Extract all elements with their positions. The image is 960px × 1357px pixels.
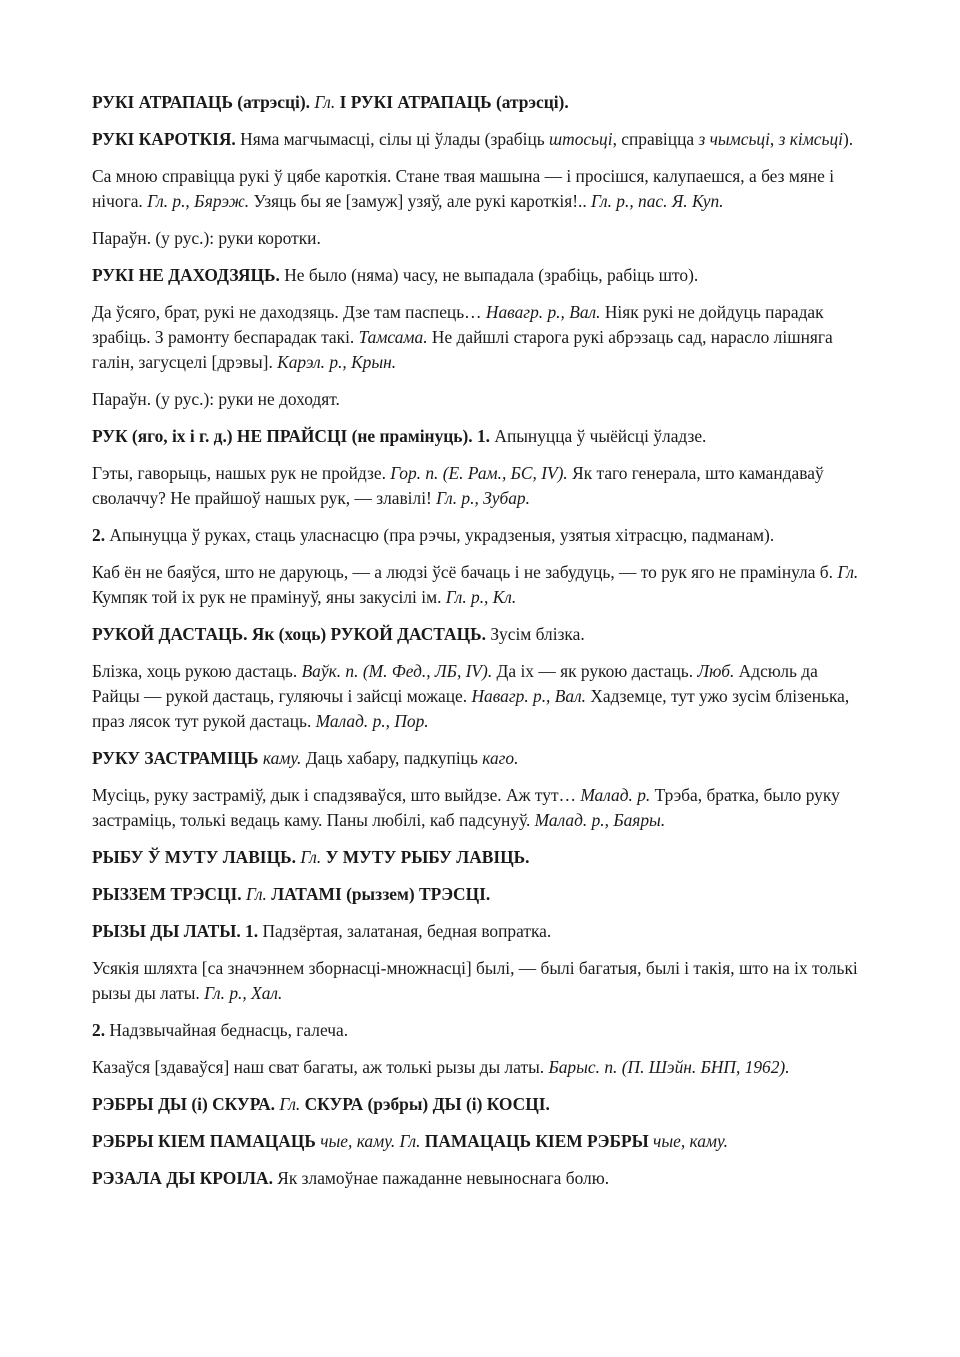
text-run: Усякія шляхта [са значэннем зборнасці-множнасці] былі, — былі багатыя, былі і такія, што на іх толькі рызы ды латы. [92, 958, 858, 1003]
paragraph [92, 882, 868, 907]
entry-headword: РЭЗАЛА ДЫ КРОІЛА. [92, 1168, 273, 1188]
source-reference: Гл. [314, 92, 336, 112]
source-reference: Гл. р., Хал. [204, 983, 283, 1003]
text-run: Блізка, хоць рукою дастаць. [92, 661, 302, 681]
paragraph [92, 1166, 868, 1191]
text-run: Трэба, братка, было руку застраміць, толькі ведаць каму. Паны любілі, каб падсунуў. [92, 785, 840, 830]
paragraph [92, 461, 868, 511]
text-run: Да іх — як рукою дастаць. [492, 661, 698, 681]
text-run: Не было (няма) часу, не выпадала (зрабіць, рабіць што). [279, 265, 699, 285]
paragraph [92, 845, 868, 870]
entry-headword: І РУКІ АТРАПАЦЬ (атрэсці). [339, 92, 569, 112]
entry-headword: 2. [92, 525, 106, 545]
paragraph [92, 523, 868, 548]
text-run: Са мною справіцца рукі ў цябе кароткія. Стане твая машына — і просішся, калупаешся, а без мяне і нічога. [92, 166, 835, 211]
paragraph [92, 622, 868, 647]
text-run: Кумпяк той іх рук не прамінуў, яны закусілі ім. [92, 587, 446, 607]
source-reference: Карэл. р., Крын. [277, 352, 397, 372]
text-run: Як зламоўнае пажаданне невыноснага болю. [272, 1168, 610, 1188]
source-reference: Барыс. п. (П. Шэйн. БНП, 1962). [548, 1057, 790, 1077]
source-reference: штосьці [549, 129, 613, 149]
text-run: Узяць бы яе [замуж] узяў, але рукі кароткія!.. [249, 191, 592, 211]
source-reference: Навагр. р., Вал. [471, 686, 586, 706]
entry-headword: РЭБРЫ ДЫ (і) СКУРА. [92, 1094, 275, 1114]
entry-headword: РЫЗЗЕМ ТРЭСЦІ. [92, 884, 242, 904]
paragraph [92, 1092, 868, 1117]
source-reference: Гл. р., Бярэж. [147, 191, 250, 211]
text-run: Як таго генерала, што камандаваў сволаччу? Не прайшоў нашых рук, — злавілі! [92, 463, 824, 508]
source-reference: Гл. р., Зубар. [436, 488, 530, 508]
text-run: Мусіць, руку застраміў, дык і спадзяваўся, што выйдзе. Аж тут… [92, 785, 581, 805]
text-run: Гэты, гаворыць, нашых рук не пройдзе. [92, 463, 391, 483]
entry-headword: РУКОЙ ДАСТАЦЬ. Як (хоць) РУКОЙ ДАСТАЦЬ. [92, 624, 486, 644]
paragraph [92, 300, 868, 375]
paragraph [92, 919, 868, 944]
text-run: Параўн. (у рус.): руки не доходят. [92, 389, 340, 409]
paragraph [92, 1055, 868, 1080]
entry-headword: РУКІ НЕ ДАХОДЗЯЦЬ. [92, 265, 280, 285]
text-run: Надзвычайная беднасць, галеча. [105, 1020, 349, 1040]
source-reference: Люб. [697, 661, 735, 681]
source-reference: з чымсьці [698, 129, 770, 149]
entry-headword: СКУРА (рэбры) ДЫ (і) КОСЦІ. [304, 1094, 550, 1114]
paragraph [92, 560, 868, 610]
entry-headword: РЭБРЫ КІЕМ ПАМАЦАЦЬ [92, 1131, 316, 1151]
text-run: , [769, 129, 779, 149]
paragraph [92, 956, 868, 1006]
source-reference: Гор. п. (Е. Рам., БС, IV). [390, 463, 568, 483]
entry-headword: ЛАТАМІ (рыззем) ТРЭСЦІ. [271, 884, 491, 904]
source-reference: Навагр. р., Вал. [485, 302, 601, 322]
entry-headword: ПАМАЦАЦЬ КІЕМ РЭБРЫ [424, 1131, 649, 1151]
paragraph [92, 424, 868, 449]
paragraph [92, 746, 868, 771]
source-reference: Малад. р. [580, 785, 651, 805]
paragraph [92, 1129, 868, 1154]
entry-headword: РУК (яго, іх і г. д.) НЕ ПРАЙСЦІ (не прамінуць). 1. [92, 426, 491, 446]
source-reference: Гл. [246, 884, 267, 904]
source-reference: Малад. р., Баяры. [534, 810, 666, 830]
text-run: Не дайшлі старога рукі абрэзаць сад, нарасло лішняга галін, загусцелі [дрэвы]. [92, 327, 833, 372]
source-reference: каго. [482, 748, 519, 768]
source-reference: Гл. [837, 562, 859, 582]
document-body [92, 90, 868, 1191]
paragraph [92, 659, 868, 734]
text-run: Апынуцца ў руках, стаць уласнасцю (пра рэчы, украдзеныя, узятыя хітрасцю, падманам). [105, 525, 775, 545]
source-reference: Гл. [279, 1094, 301, 1114]
text-run: Няма магчымасці, сілы ці ўлады (зрабіць [235, 129, 550, 149]
text-run: Хадземце, тут ужо зусім блізенька, праз лясок тут рукой дастаць. [92, 686, 850, 731]
text-run: Да ўсяго, брат, рукі не даходзяць. Дзе там паспець… [92, 302, 486, 322]
source-reference: чые, каму. [653, 1131, 728, 1151]
source-reference: Малад. р., Пор. [315, 711, 429, 731]
text-run: , справіцца [612, 129, 699, 149]
paragraph [92, 783, 868, 833]
entry-headword: 2. [92, 1020, 106, 1040]
text-run: ). [842, 129, 854, 149]
paragraph [92, 263, 868, 288]
entry-headword: РУКУ ЗАСТРАМІЦЬ [92, 748, 259, 768]
entry-headword: РУКІ АТРАПАЦЬ (атрэсці). [92, 92, 310, 112]
text-run: Даць хабару, падкупіць [301, 748, 483, 768]
source-reference: чые, каму. Гл. [320, 1131, 421, 1151]
text-run: Параўн. (у рус.): руки коротки. [92, 228, 321, 248]
source-reference: Гл. р., Кл. [445, 587, 517, 607]
paragraph [92, 1018, 868, 1043]
text-run: Падзёртая, залатаная, бедная вопратка. [258, 921, 552, 941]
text-run: Казаўся [здаваўся] наш сват багаты, аж толькі рызы ды латы. [92, 1057, 549, 1077]
paragraph [92, 127, 868, 152]
text-run: Зусім блізка. [485, 624, 585, 644]
text-run: Апынуцца ў чыёйсці ўладзе. [490, 426, 707, 446]
paragraph [92, 164, 868, 214]
text-run: Каб ён не баяўся, што не даруюць, — а людзі ўсё бачаць і не забудуць, — то рук яго не прамінула б. [92, 562, 838, 582]
source-reference: Гл. [300, 847, 322, 867]
entry-headword: РЫЗЫ ДЫ ЛАТЫ. 1. [92, 921, 259, 941]
entry-headword: У МУТУ РЫБУ ЛАВІЦЬ. [325, 847, 530, 867]
entry-headword: РЫБУ Ў МУТУ ЛАВІЦЬ. [92, 847, 296, 867]
text-run: Адсюль да Райцы — рукой дастаць, гуляючы і зайсці можаце. [92, 661, 818, 706]
paragraph [92, 226, 868, 251]
text-run: Ніяк рукі не дойдуць парадак зрабіць. З рамонту беспарадак такі. [92, 302, 824, 347]
source-reference: Тамсама. [358, 327, 428, 347]
paragraph [92, 90, 868, 115]
source-reference: з кімсьці [778, 129, 843, 149]
paragraph [92, 387, 868, 412]
entry-headword: РУКІ КАРОТКІЯ. [92, 129, 236, 149]
source-reference: Гл. р., пас. Я. Куп. [591, 191, 724, 211]
source-reference: Ваўк. п. (М. Фед., ЛБ, IV). [301, 661, 493, 681]
source-reference: каму. [262, 748, 302, 768]
